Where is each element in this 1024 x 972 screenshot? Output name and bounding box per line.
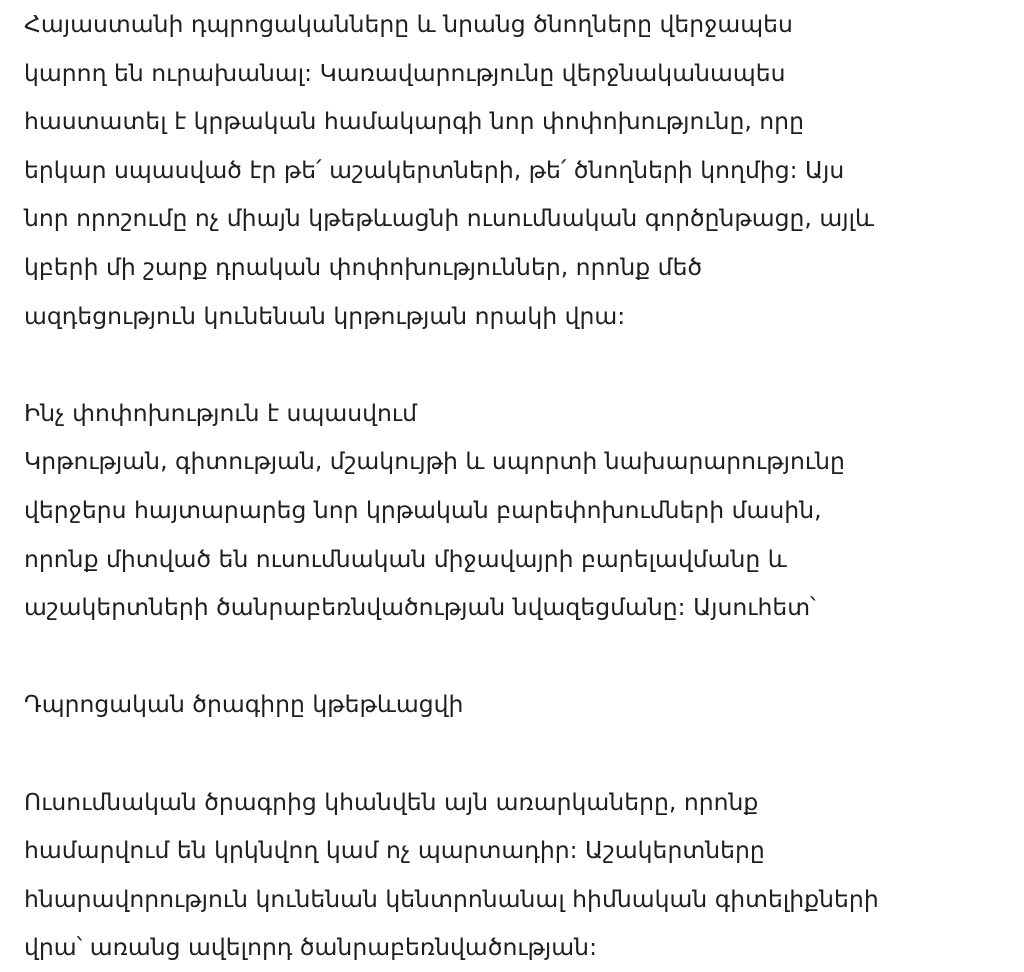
subheading-paragraph <box>24 680 1014 729</box>
section-line: Կրթության, գիտության, մշակույթի և սպորտի նախարարությունը <box>24 447 845 476</box>
intro-line: նոր որոշումը ոչ միայն կթեթևացնի ուսումնական գործընթացը, այլև <box>24 204 875 233</box>
paragraph-gap <box>24 632 1014 681</box>
final-line: հնարավորություն կունենան կենտրոնանալ հիմնական գիտելիքների <box>24 884 879 913</box>
subheading: Դպրոցական ծրագիրը կթեթևացվի <box>24 690 464 719</box>
final-line: Ուսումնական ծրագրից կհանվեն այն առարկաները, որոնք <box>24 787 759 816</box>
intro-line: հաստատել է կրթական համակարգի նոր փոփոխությունը, որը <box>24 107 804 136</box>
paragraph-gap <box>24 729 1014 778</box>
intro-line: կարող են ուրախանալ: Կառավարությունը վերջնականապես <box>24 58 786 87</box>
paragraph-gap <box>24 340 1014 389</box>
final-line: համարվում են կրկնվող կամ ոչ պարտադիր: Աշակերտները <box>24 836 765 865</box>
section-line: որոնք միտված են ուսումնական միջավայրի բարելավմանը և <box>24 544 787 573</box>
intro-line: ազդեցություն կունենան կրթության որակի վրա: <box>24 301 626 330</box>
section-line: աշակերտների ծանրաբեռնվածության նվազեցմանը: Այսուհետ՝ <box>24 593 816 622</box>
final-line: վրա՝ առանց ավելորդ ծանրաբեռնվածության: <box>24 933 597 962</box>
intro-line: Հայաստանի դպրոցականները և նրանց ծնողները վերջապես <box>24 10 793 38</box>
article <box>24 0 1014 972</box>
final-paragraph <box>24 778 1014 972</box>
intro-line: երկար սպասված էր թե՛ աշակերտների, թե՛ ծնողների կողմից: Այս <box>24 155 845 184</box>
section-line: վերջերս հայտարարեց նոր կրթական բարեփոխումների մասին, <box>24 495 822 524</box>
intro-paragraph <box>24 0 1014 340</box>
section-paragraph <box>24 389 1014 632</box>
section-heading: Ինչ փոփոխություն է սպասվում <box>24 398 418 427</box>
intro-line: կբերի մի շարք դրական փոփոխություններ, որոնք մեծ <box>24 252 703 281</box>
